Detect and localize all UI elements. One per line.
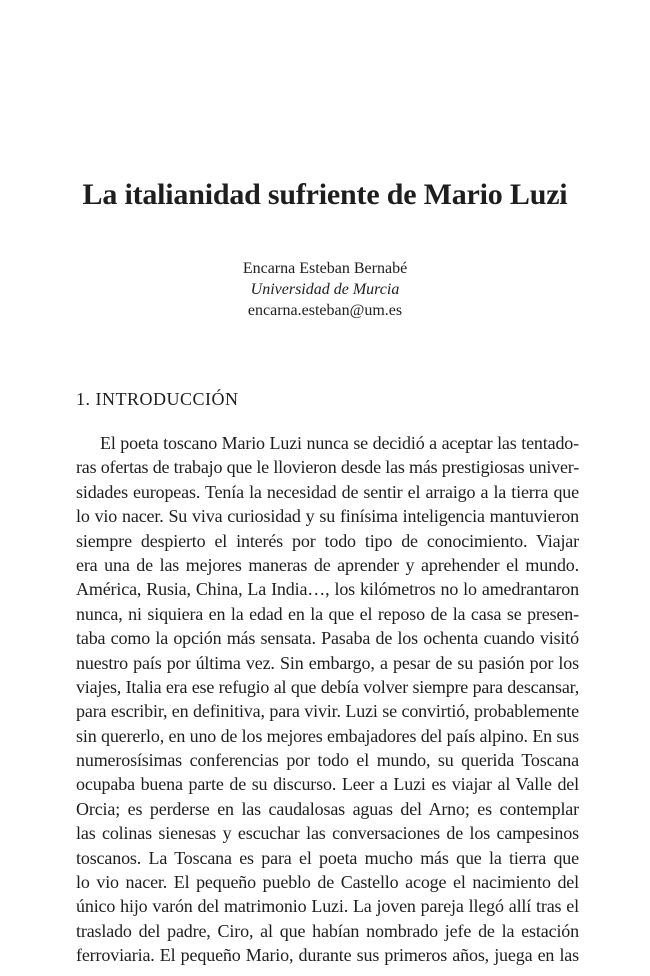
body-paragraph — [76, 431, 579, 968]
section-heading: 1. INTRODUCCIÓN — [76, 389, 239, 409]
paragraph-line: ocupaba buena parte de su discurso. Leer a Luzi es viajar al Valle del — [76, 774, 579, 795]
paragraph-line: nuestro país por última vez. Sin embargo, a pesar de su pasión por los — [76, 652, 579, 673]
paragraph-line: toscanos. La Toscana es para el poeta mucho más que la tierra que — [76, 847, 579, 868]
paragraph-line: Orcia; es perderse en las caudalosas aguas del Arno; es contemplar — [76, 798, 579, 819]
paragraph-line: único hijo varón del matrimonio Luzi. La joven pareja llegó allí tras el — [76, 896, 579, 917]
paragraph-line: para escribir, en definitiva, para vivir. Luzi se convirtió, probablemente — [76, 701, 579, 722]
paragraph-line: traslado del padre, Ciro, al que habían nombrado jefe de la estación — [76, 920, 579, 941]
article-title: La italianidad sufriente de Mario Luzi — [82, 178, 568, 211]
paragraph-line: siempre despierto el interés por todo tipo de conocimiento. Viajar — [76, 530, 579, 551]
author-affiliation: Universidad de Murcia — [250, 281, 400, 298]
paragraph-line: lo vio nacer. El pequeño pueblo de Castello acoge el nacimiento del — [76, 872, 579, 893]
paragraph-line: lo vio nacer. Su viva curiosidad y su finísima inteligencia mantuvieron — [76, 506, 579, 527]
paragraph-line: sin quererlo, en uno de los mejores embajadores del país alpino. En sus — [76, 725, 579, 746]
author-email: encarna.esteban@um.es — [247, 302, 403, 319]
paragraph-line: El poeta toscano Mario Luzi nunca se decidió a aceptar las tentado- — [100, 433, 579, 453]
paragraph-line: ras ofertas de trabajo que le llovieron desde las más prestigiosas univer- — [76, 457, 579, 478]
paragraph-line: las colinas sienesas y escuchar las conversaciones de los campesinos — [76, 823, 579, 844]
author-block — [0, 258, 650, 321]
paragraph-line: ferroviaria. El pequeño Mario, durante sus primeros años, juega en las — [76, 945, 579, 966]
paragraph-line: numerosísimas conferencias por todo el mundo, su querida Toscana — [76, 750, 579, 771]
paragraph-line: sidades europeas. Tenía la necesidad de sentir el arraigo a la tierra que — [76, 481, 579, 502]
paragraph-line: viajes, Italia era ese refugio al que debía volver siempre para descansar, — [76, 676, 579, 697]
paragraph-line: América, Rusia, China, La India…, los kilómetros no lo amedrantaron — [76, 579, 579, 600]
paragraph-line: taba como la opción más sensata. Pasaba de los ochenta cuando visitó — [76, 628, 579, 649]
paragraph-line: nunca, ni siquiera en la edad en la que el reposo de la casa se presen- — [76, 603, 579, 624]
author-name: Encarna Esteban Bernabé — [242, 260, 408, 277]
paragraph-line: era una de las mejores maneras de aprender y aprehender el mundo. — [76, 554, 579, 575]
